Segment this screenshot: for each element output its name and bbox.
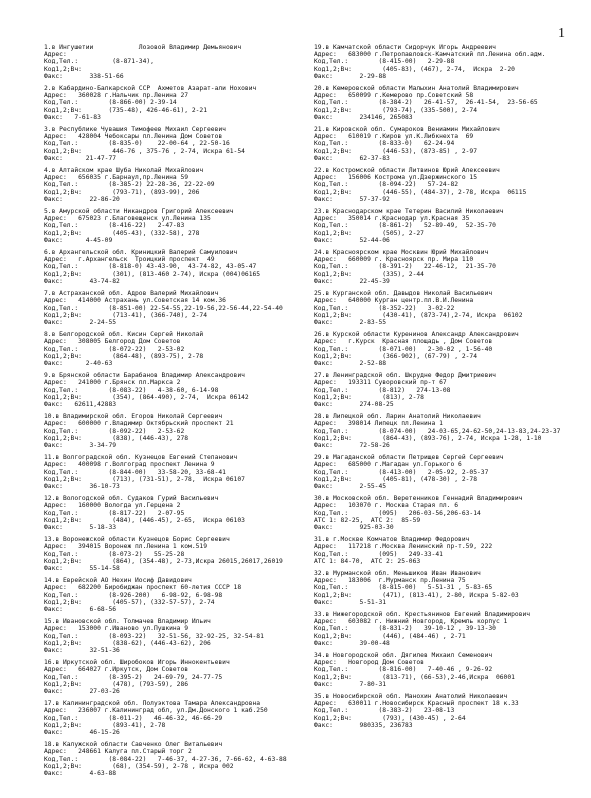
contact-entry: [44, 659, 314, 695]
contact-entry: [44, 126, 314, 162]
page-number: 1: [558, 26, 565, 41]
entry-line: 27.в Ленинградской обл. Шкрудне Федор Дмитриевич: [314, 372, 496, 380]
entry-line: Факс: 5-18-33: [44, 523, 117, 531]
entry-line: Факс: 57-37-92: [314, 195, 390, 203]
contact-entry: [314, 208, 584, 244]
entry-line: Факс: 55-14-58: [44, 565, 120, 572]
entry-line: Код1,2;Вч: (793-74), (335-500), 2-74: [314, 106, 478, 114]
entry-line: 5.в Амурской области Никандров Григорий Алексеевич: [44, 208, 234, 216]
entry-line: Код1,2;Вч: (713-41), (366-740), 2-74: [44, 311, 208, 319]
contact-entry: [44, 577, 314, 613]
entry-line: Факс: 21-47-77: [44, 154, 117, 162]
entry-line: Адрес: 160000 Вологда ул.Герцена 2: [44, 502, 181, 510]
entry-line: 16.в Иркутской обл. Широбоков Игорь Иннокентьевич: [44, 659, 230, 667]
contact-entry: [44, 413, 314, 449]
entry-line: 10.в Владимирской обл. Егоров Николай Сергеевич: [44, 413, 223, 421]
entry-line: Адрес: 308005 Белгород Дом Советов: [44, 338, 181, 346]
entry-line: АТС 1: 82-25, АТС 2: 85-59: [314, 516, 421, 524]
entry-line: Код,Тел.: (8-092-22) 2-53-62: [44, 427, 185, 435]
entry-line: Код,Тел.: (8-416-22) 2-47-83: [44, 222, 185, 230]
entry-line: 15.в Ивановской обл. Толмачев Владимир Ильич: [44, 618, 211, 626]
entry-line: Код,Тел.: (8-415-00) 2-29-88: [314, 58, 455, 66]
entry-line: 14.в Еврейской АО Нехин Иосиф Давидович: [44, 577, 192, 585]
entry-line: Факс: 22-45-39: [314, 277, 390, 285]
entry-line: Факс: 62-37-83: [314, 154, 390, 162]
entry-line: Код,Тел.: (8-861-2) 52-89-49, 52-35-70: [314, 222, 496, 230]
entry-line: Факс: 925-03-30: [314, 523, 394, 531]
entry-line: 18.в Калужской области Савченко Олег Витальевич: [44, 741, 223, 749]
contact-entry: [44, 618, 314, 654]
entry-line: Факс: 43-74-82: [44, 277, 120, 285]
entry-line: Факс: 2-29-88: [314, 72, 387, 80]
entry-line: 3.в Республике Чувашия Тимофеев Михаил Сергеевич: [44, 126, 226, 134]
contact-entry: [314, 454, 584, 490]
entry-line: Адрес: 394015 Воронеж пл.Ленина 1 ком.519: [44, 543, 208, 551]
entry-line: Адрес: 660009 г. Красноярск пр. Мира 110: [314, 256, 474, 264]
entry-line: Код1,2;Вч: (354), (864-490), 2-74, Искра 06142: [44, 393, 249, 401]
entry-line: Адрес: 414000 Астрахань ул.Советская 14 ком.36: [44, 297, 226, 305]
contact-entry: [314, 126, 584, 162]
entry-line: Код,Тел.: (8-071-00) 2-30-02 , 1-56-40: [314, 345, 493, 353]
contact-entry: [314, 413, 584, 449]
entry-line: Факс: 7-80-31: [314, 680, 387, 688]
entry-line: Код,Тел.: (8-926-200) 6-98-92, 6-98-98: [44, 591, 223, 599]
entry-line: Адрес: 400098 г.Волгоград проспект Ленина 9: [44, 461, 215, 469]
entry-line: Код,Тел.: (8-073-2) 55-25-28: [44, 550, 185, 558]
entry-line: Код1,2;Вч: (813), 2-78: [314, 393, 424, 401]
entry-line: Код,Тел.: (8-072-22) 2-53-02: [44, 345, 185, 353]
entry-line: Факс: 2-24-55: [44, 318, 117, 326]
entry-line: Адрес: 675023 г.Благовещенск ул.Ленина 135: [44, 215, 211, 223]
entry-line: Адрес: 193311 Суворовский пр-т 67: [314, 379, 447, 387]
entry-line: Факс: 2-83-55: [314, 318, 387, 326]
entry-line: Код,Тел.: (8-871-34),: [44, 58, 154, 66]
entry-line: Код,Тел.: (8-815-00) 5-51-31 , 5-83-65: [314, 584, 493, 592]
contact-entry: [44, 495, 314, 531]
entry-line: Факс: 4-45-09: [44, 236, 113, 244]
right-column: [314, 44, 584, 734]
contact-entry: [314, 652, 584, 688]
entry-line: АТС 1: 84-70, АТС 2: 25-063: [314, 557, 421, 565]
entry-line: Код1,2;Вч: (713), (731-51), 2-78, Искра 06107: [44, 475, 245, 483]
entry-line: Адрес: 685000 г.Магадан ул.Горького 6: [314, 461, 462, 469]
contact-entry: [44, 167, 314, 203]
entry-line: 23.в Краснодарском крае Тетерин Василий Николаевич: [314, 208, 504, 216]
entry-line: Код1,2;Вч: (405-43), (332-58), 278: [44, 229, 200, 237]
entry-line: Адрес: 236007 г.Калининград обл, ул.Дм.Донского 1 каб.250: [44, 707, 268, 715]
entry-line: 20.в Кемеровской области Малыхин Анатолий Владимирович: [314, 85, 519, 93]
entry-line: Адрес: 656035 г.Барнаул,пр.Ленина 59: [44, 174, 189, 182]
entry-line: Код1,2;Вч: (335), 2-44: [314, 270, 424, 278]
contact-entry: [44, 290, 314, 326]
entry-line: Код,Тел.: (8-816-00) 7-40-46 , 9-26-92: [314, 666, 493, 674]
entry-line: Адрес: 650099 г.Кемерово пр.Советский 58: [314, 92, 474, 100]
entry-line: Адрес: 398014 Липецк пл.Ленина 1: [314, 420, 443, 428]
entry-line: 32.в Мурманской обл. Меньшиков Иван Иванович: [314, 570, 481, 577]
contact-entry: [314, 44, 584, 80]
entry-line: Код1,2;Вч: (366-902), (67-79) , 2-74: [314, 352, 478, 360]
entry-line: Адрес: 350014 г.Краснодар ул.Красная 35: [314, 215, 470, 223]
entry-line: Адрес: 156006 Кострома ул.Дзержинского 15: [314, 174, 478, 182]
entry-line: Код,Тел.: (8-074-00) 24-03-65,24-62-50,24-13-83,24-23-37: [314, 427, 561, 435]
entry-line: Факс: 6-68-56: [44, 606, 117, 614]
entry-line: Адрес: 103070 г. Москва Старая пл. 6: [314, 502, 459, 510]
contact-entry: [44, 536, 314, 572]
entry-line: 19.в Камчатской области Сидорчук Игорь Андреевич: [314, 44, 496, 51]
contact-entry: [314, 290, 584, 326]
contact-entry: [314, 536, 584, 565]
entry-line: 7.в Астраханской обл. Адров Валерий Михайлович: [44, 290, 219, 298]
entry-line: Код1,2;Вч: (864-48), (893-75), 2-78: [44, 352, 204, 360]
entry-line: Код,Тел.: (8-093-22) 32-51-56, 32-92-25, 32-54-81: [44, 632, 264, 640]
entry-line: Адрес: 428004 Чебоксары пл.Ленина Дом Советов: [44, 133, 223, 141]
entry-line: Код1,2;Вч: (864), (354-48), 2-73,Искра 26015,26017,26019: [44, 557, 283, 565]
entry-line: Адрес: 664027 г.Иркутск, Дом Советов: [44, 666, 189, 674]
entry-line: Факс: 27-03-26: [44, 688, 120, 696]
entry-line: Факс: 2-55-45: [314, 482, 387, 490]
entry-line: Код,Тел.: (8-391-2) 22-46-12, 21-35-70: [314, 263, 496, 271]
entry-line: Адрес: 682200 Биробиджан проспект 60-летия СССР 18: [44, 584, 242, 592]
entry-line: Код1,2;Вч: (505), 2-27: [314, 229, 424, 237]
entry-line: 21.в Кировской обл. Сумароков Вениамин Михайлович: [314, 126, 500, 134]
entry-line: Код1,2;Вч: (838-62), (446-43-62), 206: [44, 639, 211, 647]
contact-entry: [314, 570, 584, 606]
entry-line: 30.в Московской обл. Веретенников Геннадий Владимирович: [314, 495, 523, 503]
entry-line: 4.в Алтайском крае Шуба Николай Михайлович: [44, 167, 204, 175]
entry-line: Факс: 22-86-20: [44, 195, 120, 203]
entry-line: Код1,2;Вч: 446-76 , 375-76 , 2-74, Искра 61-54: [44, 147, 245, 155]
entry-line: 31.в г.Москве Комчатов Владимир Федорович: [314, 536, 470, 544]
entry-line: Код1,2;Вч: (446-55), (484-37), 2-78, Искра 06115: [314, 188, 527, 196]
entry-line: Факс: 3-34-79: [44, 441, 117, 449]
entry-line: Код,Тел.: (8-395-2) 24-69-79, 24-77-75: [44, 673, 223, 681]
entry-line: 17.в Калининградской обл. Полуэктова Тамара Александровна: [44, 700, 261, 708]
entry-line: Адрес: 248661 Калуга пл.Старый торг 2: [44, 748, 192, 756]
entry-line: Код1,2;Вч: (864-43), (893-76), 2-74, Искра 1-28, 1-10: [314, 434, 542, 442]
entry-line: Код1,2;Вч: (446), (484-46) , 2-71: [314, 632, 466, 640]
entry-line: 28.в Липецкой обл. Ларин Анатолий Николаевич: [314, 413, 481, 421]
entry-line: Код,Тел.: (8-083-22) 4-38-60, 6-14-98: [44, 386, 219, 394]
contact-entry: [314, 167, 584, 203]
entry-line: 13.в Воронежской области Кузнецов Борис Сергеевич: [44, 536, 230, 544]
entry-line: Код,Тел.: (8-831-2) 39-10-12 , 39-13-30: [314, 625, 496, 633]
entry-line: Факс: 52-44-06: [314, 236, 390, 244]
entry-line: Адрес: 241000 г.Брянск пл.Маркса 2: [44, 379, 181, 387]
contact-entry: [314, 372, 584, 408]
contact-entry: [44, 700, 314, 736]
entry-line: Код,Тел.: (8-817-22) 2-07-95: [44, 509, 185, 517]
entry-line: Код,Тел.: (8-094-22) 57-24-82: [314, 181, 459, 189]
entry-line: Код,Тел.: (8-812) 274-13-08: [314, 386, 451, 394]
contact-entry: [314, 495, 584, 531]
entry-line: 25.в Курганской обл. Давыдов Николай Васильевич: [314, 290, 493, 298]
contact-entry: [44, 249, 314, 285]
entry-line: Код,Тел.: (8-818-0) 43-43-90, 43-74-82, 43-05-47: [44, 263, 257, 271]
entry-line: Адрес: 603082 г. Нижний Новгород, Кремль корпус 1: [314, 618, 508, 626]
entry-line: Код1,2;Вч: (793), (430-45) , 2-64: [314, 714, 466, 722]
entry-line: Код1,2;Вч: (484), (446-45), 2-65, Искра 06103: [44, 516, 245, 524]
entry-line: Адрес: Новгород Дом Советов: [314, 659, 424, 667]
entry-line: Факс: 980335, 236783: [314, 721, 413, 729]
entry-line: 35.в Новосибирской обл. Манохин Анатолий Николаевич: [314, 693, 508, 701]
entry-line: Факс: 36-10-73: [44, 482, 120, 490]
entry-line: Код1,2;Вч: (893-41), 2-78: [44, 721, 166, 729]
entry-line: Адрес: 117218 г.Москва Ленинский пр-т.59, 222: [314, 543, 493, 551]
entry-line: Адрес: г.Курск Красная площадь , Дом Советов: [314, 338, 493, 346]
entry-line: Факс: 274-08-25: [314, 400, 394, 408]
entry-line: Код,Тел.: (095) 249-33-41: [314, 550, 443, 558]
entry-line: Факс: 234146, 265083: [314, 113, 413, 121]
contact-entry: [314, 249, 584, 285]
entry-line: Факс: 338-51-66: [44, 72, 124, 80]
entry-line: Код1,2;Вч: (301), (813-460 2-74), Искра (004)06165: [44, 270, 261, 278]
entry-line: Код,Тел.: (8-413-00) 2-05-92, 2-05-37: [314, 468, 489, 476]
entry-line: Факс: 7-61-83: [44, 113, 101, 121]
contact-entry: [314, 331, 584, 367]
contact-entry: [44, 331, 314, 367]
contact-entry: [44, 454, 314, 490]
entry-line: 8.в Белгородской обл. Кисин Сергей Николай: [44, 331, 204, 339]
entry-line: Код,Тел.: (095) 206-03-56,206-63-14: [314, 509, 481, 517]
entry-line: Код,Тел.: (8-851-00) 22-54-55,22-19-56,22-56-44,22-54-40: [44, 304, 283, 312]
entry-line: Код1,2;Вч: (735-48), 426-46-61), 2-21: [44, 106, 208, 114]
entry-line: 24.в Красноярском крае Москвин Юрий Михайлович: [314, 249, 489, 257]
entry-line: Факс: 39-00-48: [314, 639, 390, 647]
entry-line: Код1,2;Вч:: [44, 65, 82, 73]
entry-line: Код1,2;Вч: (405-83), (467), 2-74, Искра 2-20: [314, 65, 515, 73]
entry-line: Код1,2;Вч: (813-71), (66-53),2-46,Искра 06001: [314, 673, 515, 681]
entry-line: Адрес: 183006 г.Мурманск пр.Ленина 75: [314, 577, 466, 585]
entry-line: Адрес: 360028 г.Нальчик пр.Ленина 27: [44, 92, 189, 100]
entry-line: Адрес: 600000 г.Владимир Октябрьский проспект 21: [44, 420, 234, 428]
entry-line: Код,Тел.: (8-844-00) 33-58-20, 33-68-41: [44, 468, 226, 476]
entry-line: Факс: 72-58-26: [314, 441, 390, 449]
contact-entry: [314, 693, 584, 729]
entry-line: Адрес: г.Архангельск Троицкий проспект 49: [44, 256, 215, 264]
entry-line: Адрес: 610019 г.Киров ул.К.Либкнехта 69: [314, 133, 474, 141]
entry-line: Код,Тел.: (8-833-0) 62-24-94: [314, 140, 455, 148]
entry-line: Адрес: 630011 г.Новосибирск Красный проспект 18 к.33: [314, 700, 519, 708]
entry-line: Код,Тел.: (8-084-22) 7-46-37, 4-27-36, 7-66-62, 4-63-88: [44, 755, 287, 763]
entry-line: Факс: 5-51-31: [314, 598, 387, 606]
entry-line: Факс: 46-15-26: [44, 729, 120, 737]
entry-line: Факс: 2-52-88: [314, 359, 387, 367]
contact-entry: [314, 611, 584, 647]
entry-line: Код1,2;Вч: (478), (793-59), 286: [44, 680, 189, 688]
entry-line: 26.в Курской области Куренинов Александр Александрович: [314, 331, 519, 339]
entry-line: Адрес: 683000 г.Петропавловск-Камчатский пл.Ленина обл.адм.: [314, 51, 546, 59]
entry-line: 29.в Магаданской области Петрищев Сергей Сергеевич: [314, 454, 504, 462]
entry-line: 9.в Брянской области Барабанов Владимир Александрович: [44, 372, 245, 380]
entry-line: Факс: 4-63-88: [44, 770, 117, 778]
entry-line: Код1,2;Вч: (430-41), (873-74),2-74, Искра 06102: [314, 311, 523, 319]
contact-entry: [44, 208, 314, 244]
entry-line: Код1,2;Вч: (793-71), (893-99), 206: [44, 188, 200, 196]
entry-line: Код,Тел.: (8-866-00) 2-39-14: [44, 99, 177, 107]
contact-entry: [44, 85, 314, 121]
entry-line: 12.в Вологодской обл. Судаков Гурий Васильевич: [44, 495, 219, 503]
entry-line: 33.в Нижегородской обл. Крестьянинов Евгений Владимирович: [314, 611, 531, 619]
entry-line: Код,Тел.: (8-835-0) 22-00-64 , 22-50-16: [44, 140, 230, 148]
entry-line: Код,Тел.: (8-352-22) 3-02-22: [314, 304, 455, 312]
entry-line: Код,Тел.: (8-385-2) 22-28-36, 22-22-09: [44, 181, 215, 189]
entry-line: Код,Тел.: (8-011-2) 46-46-32, 46-66-29: [44, 714, 223, 722]
left-column: [44, 44, 314, 782]
contact-entry: [314, 85, 584, 121]
entry-line: Код1,2;Вч: (838), (446-43), 278: [44, 434, 189, 442]
entry-line: Факс: 32-51-36: [44, 647, 120, 655]
entry-line: Код,Тел.: (8-383-2) 23-08-13: [314, 707, 455, 715]
contact-entry: [44, 741, 314, 777]
entry-line: Адрес:: [44, 51, 67, 59]
entry-line: Факс: 62611,42883: [44, 400, 117, 408]
contact-entry: [44, 372, 314, 408]
entry-line: Код1,2;Вч: (471), (813-41), 2-80, Искра 5-82-03: [314, 591, 519, 599]
entry-line: Адрес: 640000 Курган центр.пл.В.И.Ленина: [314, 297, 474, 305]
entry-line: 2.в Кабардино-Балкарской ССР Ахметов Азарат-али Нохович: [44, 85, 257, 93]
entry-line: 22.в Костромской области Литвинов Юрий Алексеевич: [314, 167, 500, 175]
contact-entry: [44, 44, 314, 80]
entry-line: Код1,2;Вч: (68), (354-59), 2-78 , Искра 002: [44, 762, 234, 770]
entry-line: 11.в Волгоградской обл. Кузнецов Евгений Степанович: [44, 454, 238, 462]
entry-line: 34.в Новгородской обл. Дягилев Михаил Семенович: [314, 652, 493, 660]
entry-line: Факс: 2-40-63: [44, 359, 113, 367]
entry-line: Адрес: 153000 г.Иваново ул.Пушкина 9: [44, 625, 189, 633]
entry-line: Код,Тел.: (8-384-2) 26-41-57, 26-41-54, 23-56-65: [314, 99, 538, 107]
entry-line: 1.в Ингушетии Лозовой Владимир Демьянович: [44, 44, 242, 51]
entry-line: Код1,2;Вч: (446-53), (873-85) , 2-97: [314, 147, 478, 155]
entry-line: 6.в Архангельской обл. Криницкий Валерий Самуилович: [44, 249, 238, 257]
entry-line: Код1,2;Вч: (405-57), (332-57-57), 2-74: [44, 598, 215, 606]
entry-line: Код1,2;Вч: (405-81), (478-30) , 2-78: [314, 475, 478, 483]
